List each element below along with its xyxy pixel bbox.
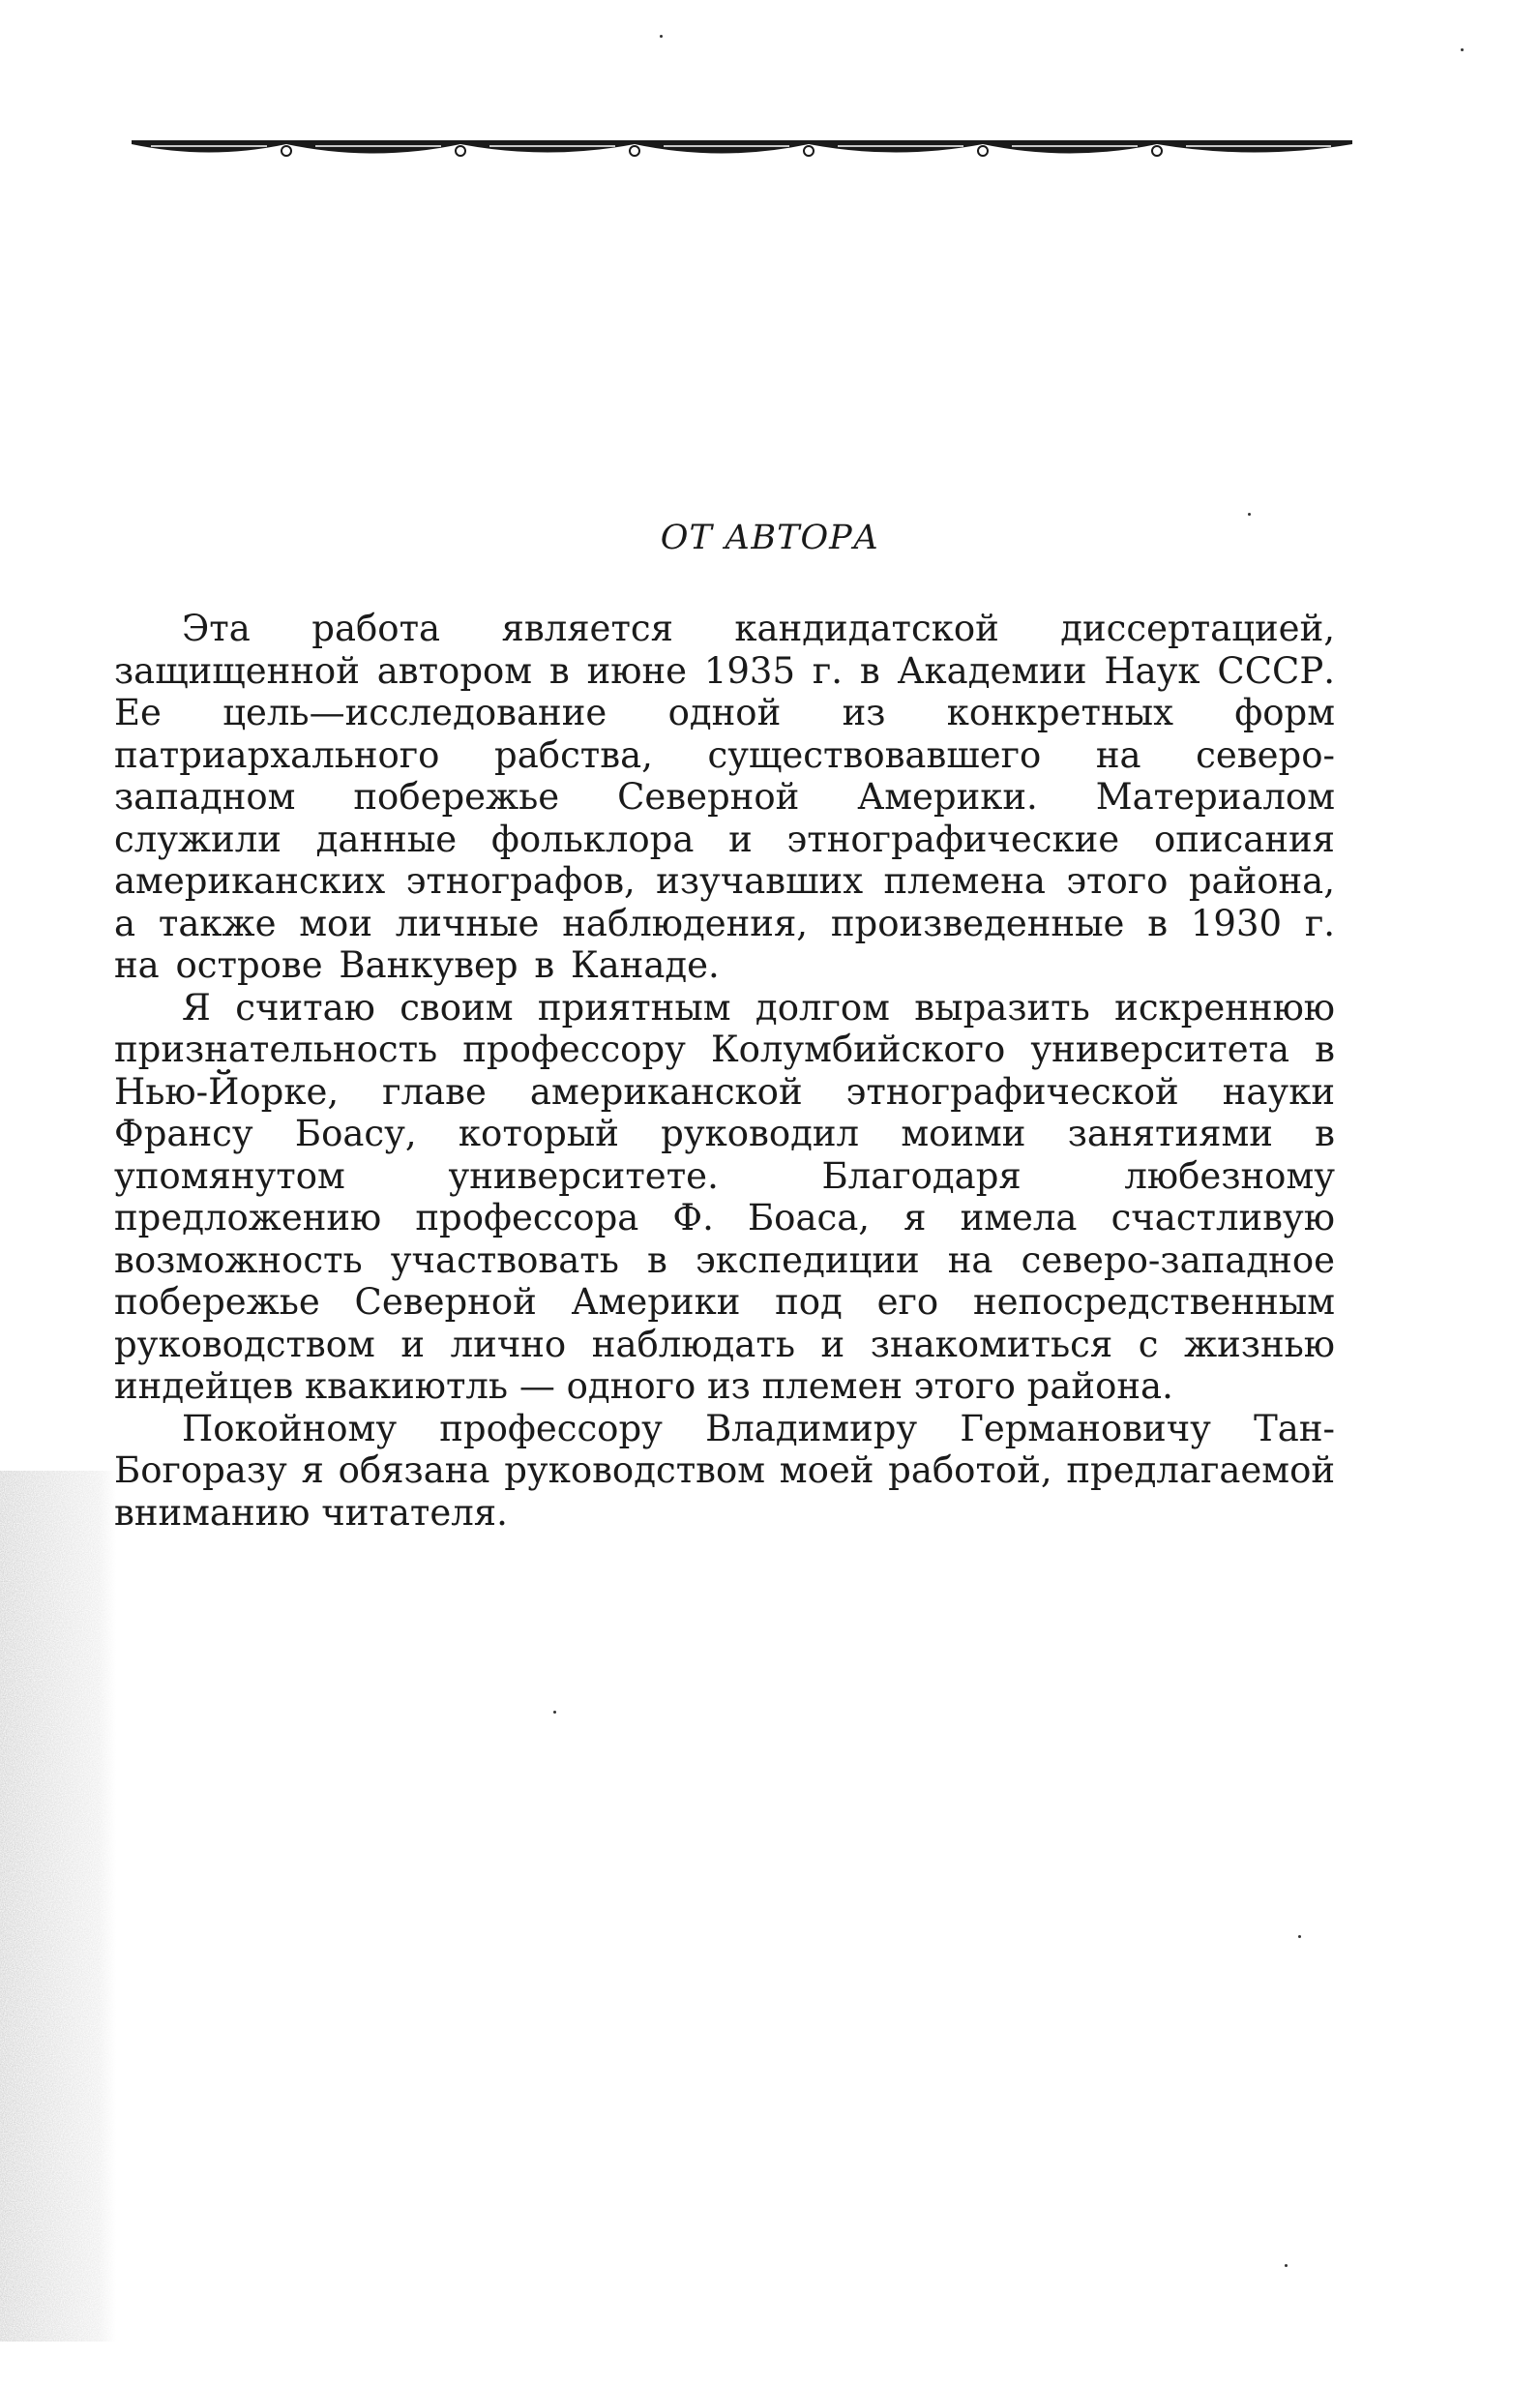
paragraph: Я считаю своим приятным долгом выразить искреннюю признательность профессору Колумбийского университета в Нью-Йорке, главе американской этнографической науки Франсу Боасу, который руководил моими занятиями в упомянутом университете. Благодаря любезному предложению профессора Ф. Боаса, я имела счастливую возможность участвовать в экспедиции на северо-западное побережье Северной Америки под его непосредственным руководством и лично наблюдать и знакомиться с жизнью индейцев квакиютль — одного из племен этого района. <box>114 986 1335 1407</box>
paragraph: Покойному профессору Владимиру Германовичу Тан-Богоразу я обязана руководством моей работой, предлагаемой вниманию читателя. <box>114 1407 1335 1534</box>
page-title: ОТ АВТОРА <box>660 519 880 557</box>
ornamental-border-icon <box>132 134 1352 163</box>
body-text <box>114 608 1335 1534</box>
scan-shadow <box>0 1471 116 2342</box>
paragraph: Эта работа является кандидатской диссертацией, защищенной автором в июне 1935 г. в Академии Наук СССР. Ее цель—исследование одной из конкретных форм патриархального рабства, существовавшего на северо-западном побережье Северной Америки. Материалом служили данные фольклора и этнографические описания американских этнографов, изучавших племена этого района, а также мои личные наблюдения, произведенные в 1930 г. на острове Ванкувер в Канаде. <box>114 608 1335 986</box>
